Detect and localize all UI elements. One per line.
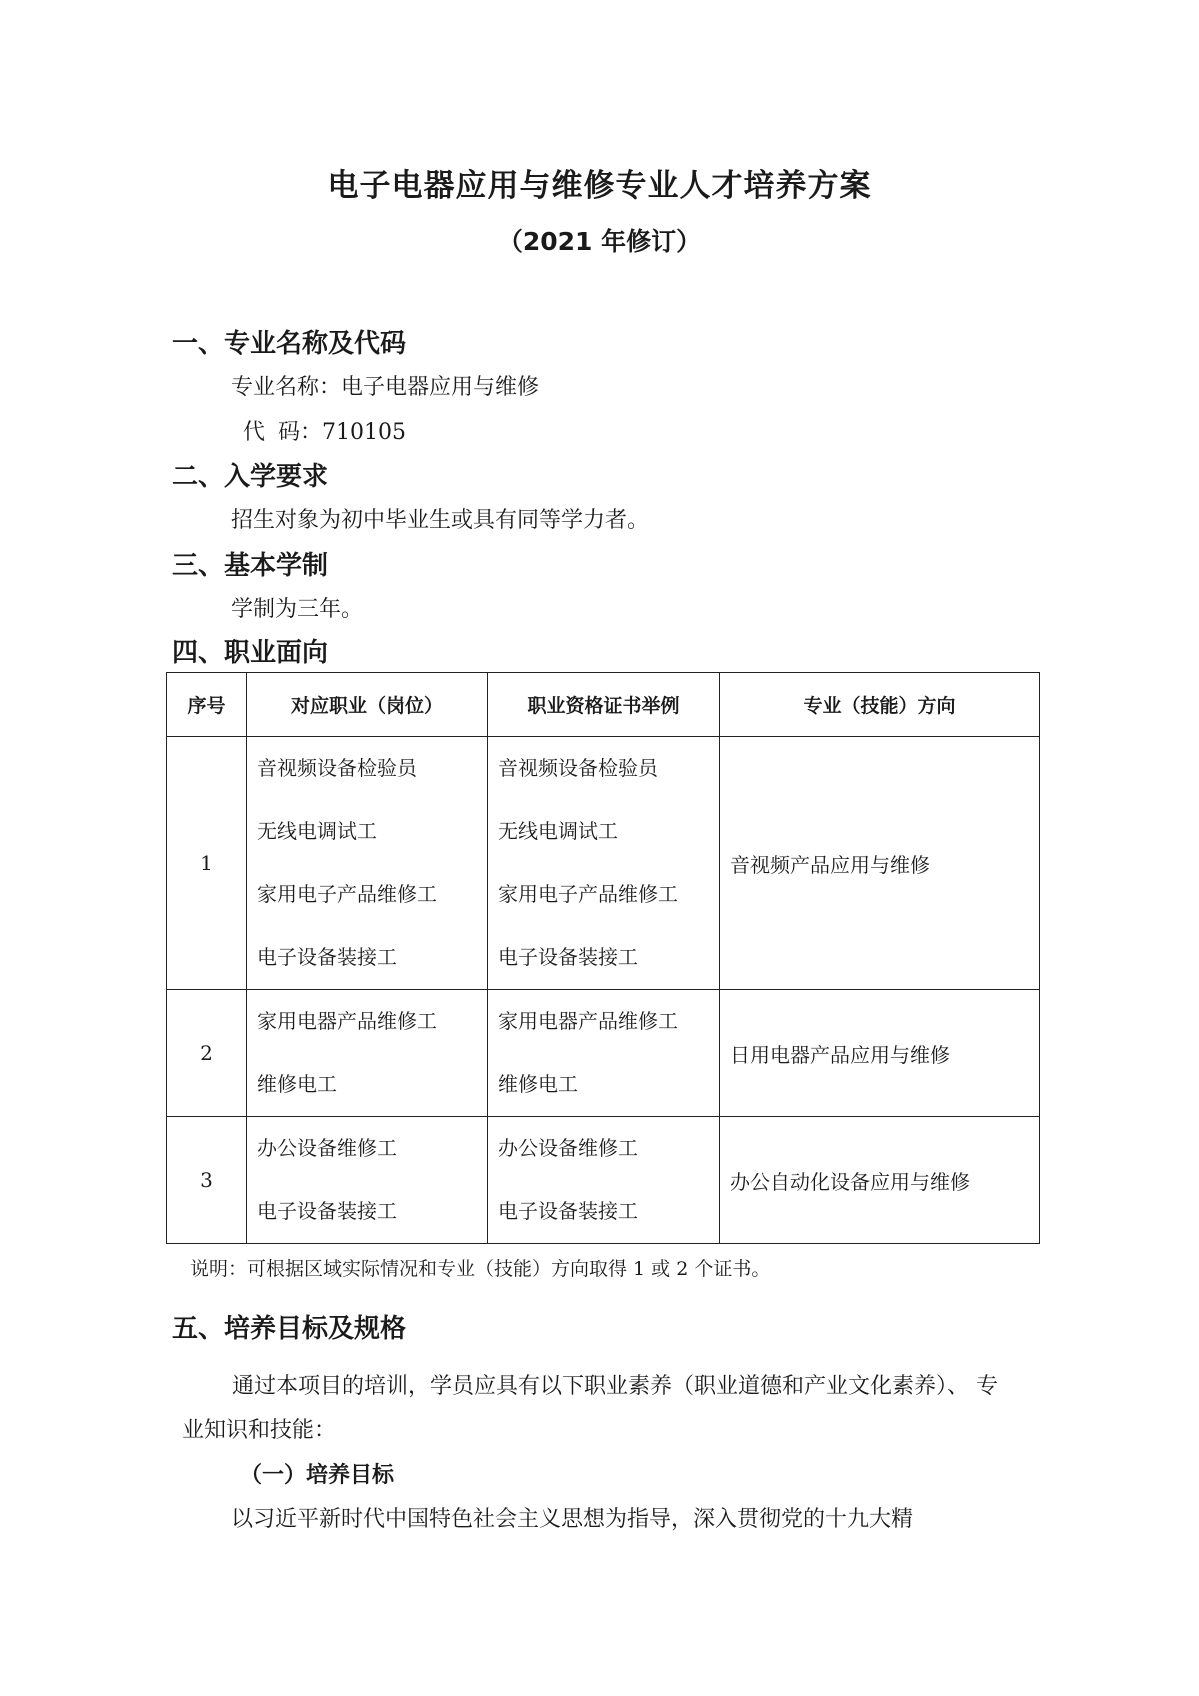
table-row bbox=[167, 1117, 1040, 1244]
occupation-item: 家用电子产品维修工 bbox=[257, 882, 437, 906]
certificate-item: 家用电器产品维修工 bbox=[498, 1009, 678, 1033]
document-title: 电子电器应用与维修专业人才培养方案 bbox=[327, 168, 872, 204]
row-certificates bbox=[488, 737, 720, 990]
occupation-item: 无线电调试工 bbox=[257, 819, 377, 843]
row-direction: 日用电器产品应用与维修 bbox=[720, 990, 1040, 1117]
section-5-heading: 五、培养目标及规格 bbox=[172, 1314, 407, 1344]
subsection-1-heading: （一）培养目标 bbox=[240, 1463, 395, 1488]
certificate-item: 音视频设备检验员 bbox=[498, 756, 658, 780]
certificate-item: 办公设备维修工 bbox=[498, 1136, 638, 1160]
table-note: 说明：可根据区域实际情况和专业（技能）方向取得 1 或 2 个证书。 bbox=[190, 1258, 771, 1280]
certificate-item: 电子设备装接工 bbox=[498, 945, 638, 969]
occupation-item: 维修电工 bbox=[257, 1072, 337, 1096]
row-occupations bbox=[247, 1117, 488, 1244]
certificate-item: 维修电工 bbox=[498, 1072, 578, 1096]
duration-text: 学制为三年。 bbox=[231, 597, 364, 622]
occupation-item: 音视频设备检验员 bbox=[257, 756, 417, 780]
row-occupations bbox=[247, 737, 488, 990]
occupation-table bbox=[166, 672, 1040, 1244]
occupation-item: 电子设备装接工 bbox=[257, 945, 397, 969]
row-certificates bbox=[488, 1117, 720, 1244]
table-row bbox=[167, 737, 1040, 990]
header-index: 序号 bbox=[167, 673, 247, 737]
row-index: 3 bbox=[167, 1117, 247, 1244]
row-direction: 音视频产品应用与维修 bbox=[720, 737, 1040, 990]
row-index: 2 bbox=[167, 990, 247, 1117]
table-row bbox=[167, 990, 1040, 1117]
header-direction: 专业（技能）方向 bbox=[720, 673, 1040, 737]
major-name-line: 专业名称：电子电器应用与维修 bbox=[231, 375, 540, 400]
section-3-heading: 三、基本学制 bbox=[172, 551, 329, 581]
table-header-row bbox=[167, 673, 1040, 737]
row-index: 1 bbox=[167, 737, 247, 990]
major-code-line: 代 码：710105 bbox=[243, 420, 406, 445]
row-certificates bbox=[488, 990, 720, 1117]
section-1-heading: 一、专业名称及代码 bbox=[172, 329, 407, 359]
row-direction: 办公自动化设备应用与维修 bbox=[720, 1117, 1040, 1244]
document-subtitle: （2021 年修订） bbox=[497, 227, 702, 256]
occupation-item: 家用电器产品维修工 bbox=[257, 1009, 437, 1033]
subsection-1-text: 以习近平新时代中国特色社会主义思想为指导，深入贯彻党的十九大精 bbox=[231, 1507, 914, 1532]
certificate-item: 电子设备装接工 bbox=[498, 1199, 638, 1223]
certificate-item: 家用电子产品维修工 bbox=[498, 882, 678, 906]
row-occupations bbox=[247, 990, 488, 1117]
occupation-item: 办公设备维修工 bbox=[257, 1136, 397, 1160]
training-intro: 通过本项目的培训，学员应具有以下职业素养（职业道德和产业文化素养）、 专业知识和技能： bbox=[182, 1374, 998, 1443]
admission-text: 招生对象为初中毕业生或具有同等学力者。 bbox=[231, 508, 650, 533]
occupation-item: 电子设备装接工 bbox=[257, 1199, 397, 1223]
section-2-heading: 二、入学要求 bbox=[172, 462, 329, 492]
certificate-item: 无线电调试工 bbox=[498, 819, 618, 843]
header-occupation: 对应职业（岗位） bbox=[247, 673, 488, 737]
section-4-heading: 四、职业面向 bbox=[172, 638, 329, 668]
header-certificate: 职业资格证书举例 bbox=[488, 673, 720, 737]
